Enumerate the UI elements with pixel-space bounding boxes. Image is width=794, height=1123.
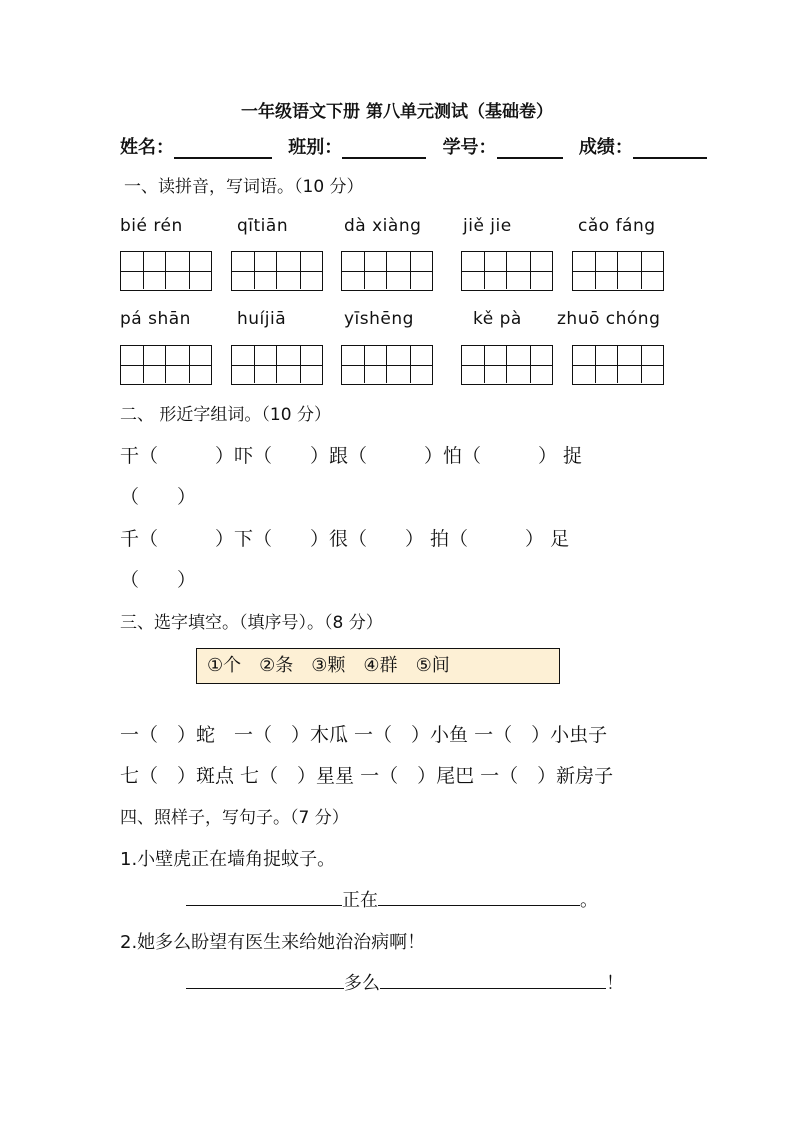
answer-line-2 [186,969,624,995]
section-2-heading: 二、 形近字组词。（10 分） [120,405,331,425]
answer-2-word: 多么 [344,973,380,994]
student-info-row [120,133,707,159]
class-blank[interactable] [342,139,426,159]
answer-1-word: 正在 [342,890,378,911]
answer-1-end: 。 [580,890,598,911]
pinyin-4: jiě jie [463,216,512,236]
answer-line-1 [186,886,598,912]
section-4-heading: 四、照样子，写句子。（7 分） [120,808,349,828]
section-2-line: （ ） [120,569,197,591]
writing-grid[interactable] [341,345,433,385]
pinyin-7: huíjiā [237,309,287,329]
section-3-line: 一（ ）蛇 一（ ）木瓜 一（ ）小鱼 一（ ）小虫子 [120,724,608,746]
pinyin-2: qītiān [237,216,289,236]
writing-grid[interactable] [231,345,323,385]
writing-grid[interactable] [341,251,433,291]
pinyin-1: bié rén [120,216,183,236]
name-label: 姓名： [120,137,174,158]
section-3-line: 七（ ）斑点 七（ ）星星 一（ ）尾巴 一（ ）新房子 [120,765,614,787]
section-2-line: 干（ ）吓（ ）跟（ ）怕（ ） 捉 [120,445,583,467]
pinyin-10: zhuō chóng [557,309,661,329]
answer-blank[interactable] [378,887,580,906]
answer-blank[interactable] [186,970,344,989]
pinyin-6: pá shān [120,309,191,329]
pinyin-3: dà xiàng [344,216,422,236]
writing-grid[interactable] [120,345,212,385]
score-blank[interactable] [633,139,707,159]
writing-grid[interactable] [461,345,553,385]
score-label: 成绩： [578,137,633,158]
choice-4: ④群 [363,655,398,676]
pinyin-8: yīshēng [344,309,414,329]
writing-grid[interactable] [120,251,212,291]
number-blank[interactable] [497,139,563,159]
section-4-question-2: 2.她多么盼望有医生来给她治治病啊！ [120,932,426,953]
section-3-heading: 三、选字填空。（填序号）。（8 分） [120,613,383,633]
choice-5: ⑤间 [415,655,450,676]
section-1-heading: 一、读拼音，写词语。（10 分） [124,177,364,197]
choice-box [196,648,560,684]
answer-blank[interactable] [380,970,606,989]
writing-grid[interactable] [572,251,664,291]
writing-grid[interactable] [231,251,323,291]
section-2-line: （ ） [120,486,197,508]
page-title: 一年级语文下册 第八单元测试（基础卷） [241,102,553,122]
choice-1: ①个 [207,655,242,676]
pinyin-9: kě pà [473,309,522,329]
answer-blank[interactable] [186,887,342,906]
answer-2-end: ！ [606,973,624,994]
writing-grid[interactable] [572,345,664,385]
section-2-line: 千（ ）下（ ）很（ ） 拍（ ） 足 [120,528,570,550]
writing-grid[interactable] [461,251,553,291]
name-blank[interactable] [174,139,272,159]
number-label: 学号： [442,137,497,158]
section-4-question-1: 1.小壁虎正在墙角捉蚊子。 [120,849,336,870]
choice-3: ③颗 [311,655,346,676]
choice-2: ②条 [259,655,294,676]
pinyin-5: cǎo fáng [578,216,656,236]
class-label: 班别： [288,137,343,158]
